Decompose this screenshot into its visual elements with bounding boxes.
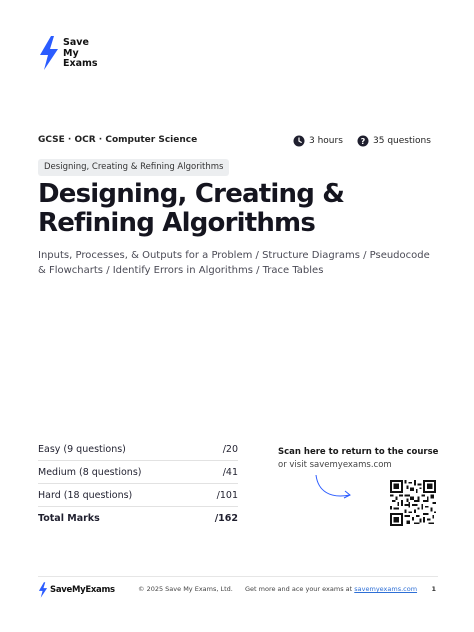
marks-value: /101 [216, 489, 238, 501]
curved-arrow-icon [312, 473, 356, 503]
page-number: 1 [431, 585, 436, 593]
page-subtitle: Inputs, Processes, & Outputs for a Problem / Structure Diagrams / Pseudocode & Flowcharts / Identify Errors in Algorithms / Trace Tables [38, 250, 430, 276]
marks-row-medium [38, 461, 238, 484]
marks-label: Hard (18 questions) [38, 489, 133, 501]
svg-text:?: ? [360, 137, 366, 146]
question-icon [357, 135, 369, 147]
lightning-bolt-icon [38, 36, 60, 70]
marks-value: /41 [222, 466, 238, 478]
marks-row-easy [38, 438, 238, 461]
scan-callout [278, 446, 448, 472]
clock-icon [293, 135, 305, 147]
footer-link[interactable]: savemyexams.com [354, 585, 418, 593]
question-count-stat [357, 133, 431, 149]
meta-row [38, 133, 436, 149]
marks-table [38, 438, 238, 529]
footer-cta-text: Get more and ace your exams at [245, 585, 353, 593]
marks-label: Total Marks [38, 512, 100, 524]
scan-heading: Scan here to return to the course [278, 447, 439, 457]
qr-code-icon[interactable] [390, 480, 436, 526]
brand-logo[interactable] [38, 36, 108, 70]
question-count-text: 35 questions [373, 136, 431, 146]
marks-row-hard [38, 484, 238, 507]
marks-value: /162 [214, 512, 238, 524]
duration-text: 3 hours [309, 136, 343, 146]
topic-tag: Designing, Creating & Refining Algorithms [38, 159, 229, 176]
page-title: Designing, Creating & Refining Algorithms [38, 179, 345, 238]
lightning-bolt-icon [38, 582, 48, 598]
duration-stat [293, 133, 343, 149]
footer-cta [245, 585, 417, 593]
copyright-text: © 2025 Save My Exams, Ltd. [138, 585, 233, 593]
footer-logo[interactable] [38, 582, 118, 598]
marks-label: Medium (8 questions) [38, 466, 142, 478]
marks-value: /20 [222, 443, 238, 455]
marks-label: Easy (9 questions) [38, 443, 126, 455]
footer-wordmark: SaveMyExams [50, 585, 115, 595]
marks-row-total [38, 507, 238, 529]
brand-wordmark: Save My Exams [63, 37, 98, 69]
breadcrumb: GCSE · OCR · Computer Science [38, 135, 198, 145]
scan-subtext: or visit savemyexams.com [278, 460, 392, 470]
page-footer [38, 576, 438, 601]
